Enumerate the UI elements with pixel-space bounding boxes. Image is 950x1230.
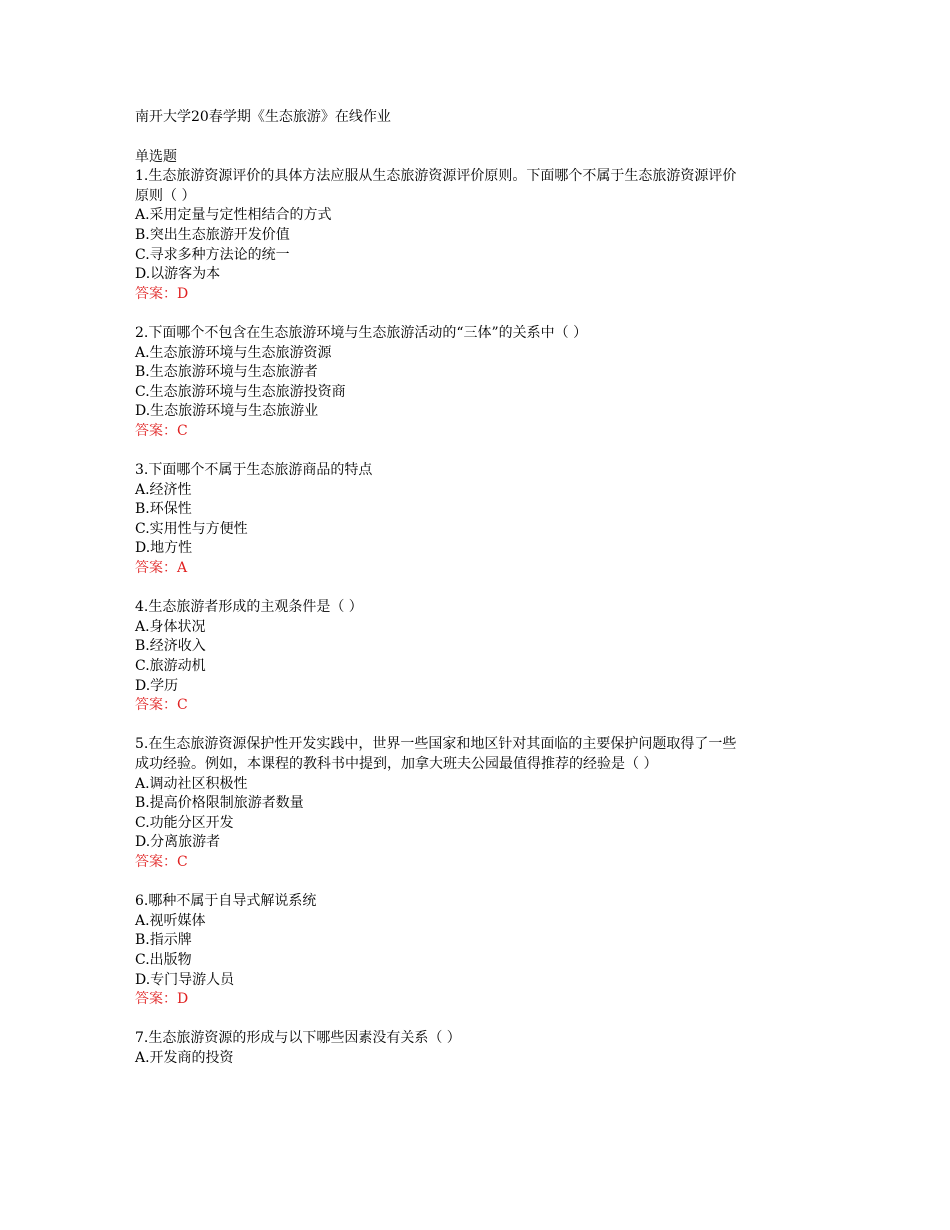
answer-label: 答案：D	[135, 991, 189, 1008]
question-block	[135, 735, 815, 872]
question-block	[135, 1029, 815, 1068]
answer-label: 答案：C	[135, 853, 188, 870]
question-block	[135, 167, 815, 304]
answer-label: 答案：C	[135, 697, 188, 714]
question-block	[135, 598, 815, 716]
option-c: C.生态旅游环境与生态旅游投资商	[135, 383, 346, 400]
option-c: C.寻求多种方法论的统一	[135, 246, 290, 263]
option-b: B.突出生态旅游开发价值	[135, 226, 290, 243]
question-stem: 4.生态旅游者形成的主观条件是（ ）	[135, 599, 363, 616]
question-stem: 3.下面哪个不属于生态旅游商品的特点	[135, 462, 373, 479]
option-a: A.经济性	[135, 481, 192, 498]
question-stem: 6.哪种不属于自导式解说系统	[135, 893, 317, 910]
option-a: A.开发商的投资	[135, 1049, 234, 1066]
option-d: D.生态旅游环境与生态旅游业	[135, 403, 319, 420]
option-a: A.调动社区积极性	[135, 775, 248, 792]
option-a: A.身体状况	[135, 618, 206, 635]
option-b: B.指示牌	[135, 932, 192, 949]
document-title: 南开大学20春学期《生态旅游》在线作业	[135, 109, 391, 125]
option-b: B.环保性	[135, 501, 192, 518]
section-label: 单选题	[135, 148, 177, 165]
option-c: C.旅游动机	[135, 658, 206, 675]
option-c: C.出版物	[135, 951, 192, 968]
answer-label: 答案：C	[135, 422, 188, 439]
question-stem: 7.生态旅游资源的形成与以下哪些因素没有关系（ ）	[135, 1030, 461, 1047]
question-stem: 5.在生态旅游资源保护性开发实践中，世界一些国家和地区针对其面临的主要保护问题取得了一些	[135, 736, 737, 753]
question-stem: 1.生态旅游资源评价的具体方法应服从生态旅游资源评价原则。下面哪个不属于生态旅游资源评价	[135, 168, 737, 185]
option-d: D.专门导游人员	[135, 971, 235, 988]
option-c: C.实用性与方便性	[135, 520, 248, 537]
answer-label: 答案：A	[135, 560, 188, 577]
option-d: D.地方性	[135, 540, 193, 557]
question-stem: 原则（ ）	[135, 187, 196, 204]
document-content	[135, 108, 815, 1088]
option-a: A.生态旅游环境与生态旅游资源	[135, 344, 332, 361]
option-d: D.分离旅游者	[135, 834, 221, 851]
question-block	[135, 324, 815, 442]
option-a: A.采用定量与定性相结合的方式	[135, 207, 332, 224]
option-b: B.提高价格限制旅游者数量	[135, 795, 304, 812]
option-d: D.以游客为本	[135, 266, 221, 283]
question-stem: 成功经验。例如，本课程的教科书中提到，加拿大班夫公园最值得推荐的经验是（ ）	[135, 756, 658, 772]
option-c: C.功能分区开发	[135, 814, 234, 831]
question-stem: 2.下面哪个不包含在生态旅游环境与生态旅游活动的“三体”的关系中（ ）	[135, 324, 588, 341]
option-a: A.视听媒体	[135, 912, 206, 929]
question-block	[135, 892, 815, 1010]
option-b: B.经济收入	[135, 638, 206, 655]
question-block	[135, 461, 815, 579]
option-d: D.学历	[135, 677, 179, 694]
answer-label: 答案：D	[135, 285, 189, 302]
option-b: B.生态旅游环境与生态旅游者	[135, 364, 318, 381]
